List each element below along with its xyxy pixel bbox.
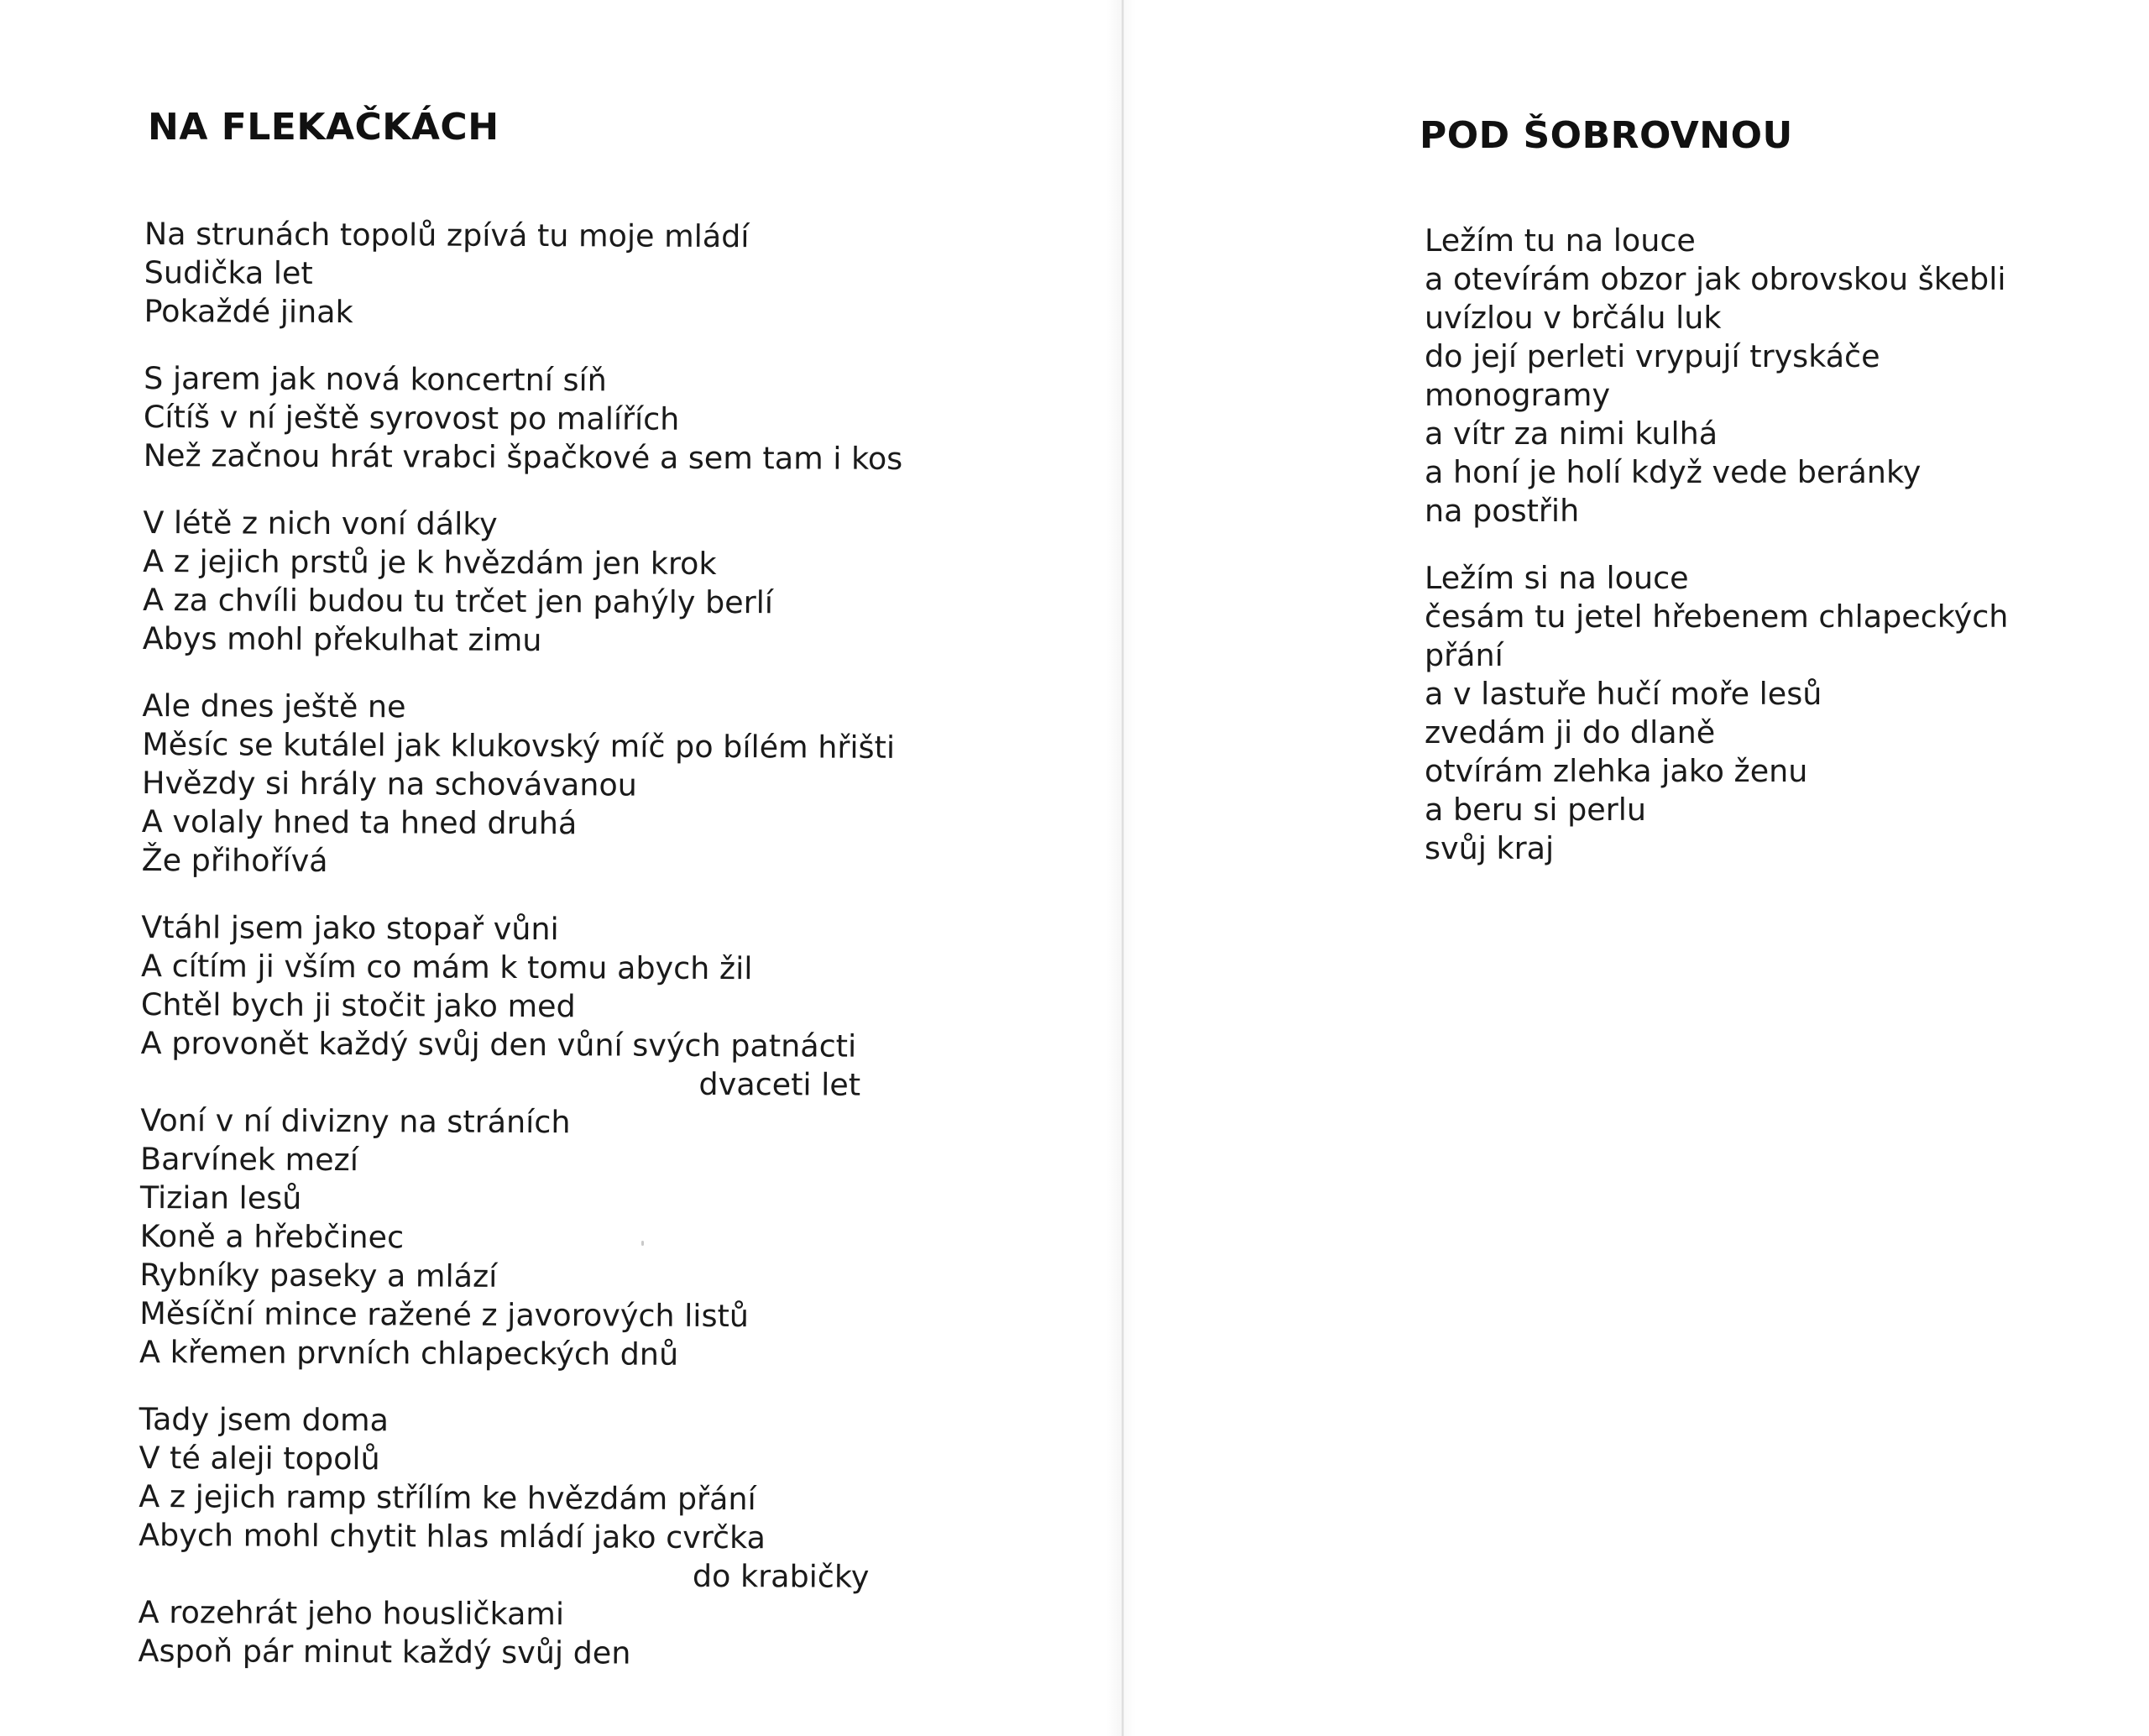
verse-line: Cítíš v ní ještě syrovost po malířích	[143, 398, 680, 437]
verse-line: Na strunách topolů zpívá tu moje mládí	[144, 216, 750, 255]
verse-line: Sudička let	[144, 254, 313, 291]
verse-line: A z jejich prstů je k hvězdám jen krok	[143, 542, 717, 582]
verse-line: uvízlou v brčálu luk	[1425, 300, 1722, 336]
poem-body	[138, 215, 903, 1702]
verse-line: otvírám zlehka jako ženu	[1425, 753, 1808, 789]
verse-line: Měsíční mince ražené z javorových listů	[139, 1294, 750, 1335]
verse-line: a otevírám obzor jak obrovskou škebli	[1425, 261, 2006, 297]
verse-line: V té aleji topolů	[139, 1439, 380, 1477]
verse-line: Tady jsem doma	[139, 1400, 390, 1439]
verse-line: Měsíc se kutálel jak klukovský míč po bílém hřišti	[142, 725, 896, 766]
verse-line: a honí je holí když vede beránky	[1425, 454, 1922, 490]
verse-line: Než začnou hrát vrabci špačkové a sem tam i kos	[143, 437, 903, 477]
stanza	[140, 908, 900, 1105]
verse-line: česám tu jetel hřebenem chlapeckých	[1425, 599, 2009, 635]
verse-line: zvedám ji do dlaně	[1425, 714, 1716, 750]
stanza	[144, 215, 903, 334]
stanza	[142, 687, 902, 883]
verse-line: A za chvíli budou tu trčet jen pahýly berlí	[142, 581, 774, 621]
verse-line: Ležím si na louce	[1425, 560, 1689, 596]
verse-line: Rybníky paseky a mlází	[139, 1256, 498, 1294]
verse-line: a vítr za nimi kulhá	[1425, 416, 1718, 452]
poem-title: NA FLEKAČKÁCH	[148, 106, 499, 149]
verse-line: A z jejich ramp střílím ke hvězdám přání	[139, 1477, 756, 1518]
paper-speck	[641, 1241, 644, 1246]
verse-line: Že přihořívá	[141, 841, 328, 879]
verse-line-continuation: do krabičky	[692, 1557, 870, 1595]
poem-body	[1425, 222, 2008, 897]
verse-line: A rozehrát jeho housličkami	[138, 1593, 565, 1633]
verse-line: Pokaždé jinak	[144, 292, 353, 331]
verse-line: na postřih	[1425, 493, 1580, 529]
verse-line: svůj kraj	[1425, 830, 1555, 866]
verse-line: Vtáhl jsem jako stopař vůni	[141, 908, 559, 948]
verse-line: a v lastuře hučí moře lesů	[1425, 676, 1822, 712]
verse-line: A křemen prvních chlapeckých dnů	[139, 1333, 679, 1373]
verse-line: a beru si perlu	[1425, 792, 1647, 828]
poem-title: POD ŠOBROVNOU	[1420, 114, 1793, 157]
verse-line: Hvězdy si hrály na schovávanou	[141, 764, 637, 803]
stanza	[1425, 559, 2008, 868]
verse-line: Koně a hřebčinec	[139, 1217, 405, 1256]
stanza	[139, 1101, 900, 1375]
verse-line: V létě z nich voní dálky	[143, 504, 498, 542]
verse-line-continuation: dvaceti let	[698, 1065, 861, 1103]
right-page	[1124, 0, 2149, 1736]
verse-line: monogramy	[1425, 377, 1611, 413]
stanza	[144, 359, 903, 478]
verse-line: přání	[1425, 637, 1503, 673]
verse-line: Abys mohl překulhat zimu	[142, 620, 542, 659]
stanza	[138, 1400, 898, 1674]
verse-line: S jarem jak nová koncertní síň	[144, 359, 607, 399]
verse-line: A volaly hned ta hned druhá	[141, 803, 578, 842]
verse-line: Aspoň pár minut každý svůj den	[138, 1632, 631, 1671]
verse-line: do její perleti vrypují tryskáče	[1425, 338, 1880, 374]
verse-line: Voní v ní divizny na stráních	[140, 1101, 571, 1141]
verse-line: Ležím tu na louce	[1425, 222, 1696, 259]
verse-line: Chtěl bych ji stočit jako med	[140, 986, 576, 1025]
stanza	[143, 504, 902, 661]
verse-line: A cítím ji vším co mám k tomu abych žil	[141, 947, 753, 987]
verse-line: Abych mohl chytit hlas mládí jako cvrčka	[139, 1516, 766, 1556]
verse-line: Tizian lesů	[139, 1179, 302, 1216]
verse-line: Ale dnes ještě ne	[142, 687, 406, 725]
verse-line: A provonět každý svůj den vůní svých patnácti	[140, 1024, 857, 1064]
verse-line: Barvínek mezí	[139, 1140, 358, 1179]
stanza	[1425, 222, 2008, 531]
